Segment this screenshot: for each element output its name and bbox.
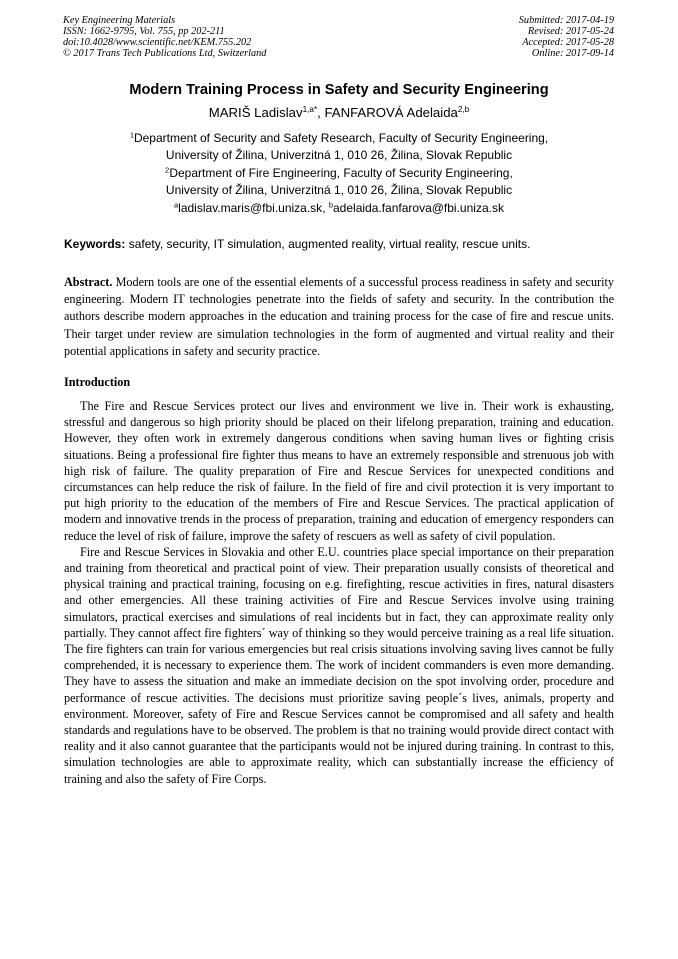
email-a: ladislav.maris@fbi.uniza.sk [178, 201, 323, 215]
affiliation-2 [0, 165, 678, 199]
journal-name: Key Engineering Materials [63, 15, 176, 26]
introduction-body [64, 398, 614, 787]
email-a-sup: a [174, 200, 179, 210]
journal-doi: doi:10.4028/www.scientific.net/KEM.755.202 [63, 37, 252, 48]
author-emails [0, 201, 678, 215]
keywords-text: safety, security, IT simulation, augmented reality, virtual reality, rescue units. [125, 237, 531, 251]
author-2: FANFAROVÁ Adelaida [324, 105, 458, 120]
paragraph: The Fire and Rescue Services protect our lives and environment we live in. Their work is exhausting, stressful and dangerous so high priority should be placed on their lifelong preparation, training and education. However, they often work in extremely dangerous conditions when saving human lives or fighting crisis situations. Being a professional fire fighter thus means to have an extremely responsible and strenuous job with high risk of failure. The quality preparation of Fire and Rescue Services for unexpected conditions and circumstances can help reduce the risk of failure. In the field of fire and civil protection it is very important to put high priority to the education of the members of Fire and Rescue Services. The practical application of modern and innovative trends in the process of preparation, training and education of emergency responders can reduce the level of risk of failure, improve the safety of rescuers as well as safety of civil population. [64, 399, 614, 543]
author-2-sup: 2,b [457, 105, 470, 115]
abstract [64, 274, 614, 360]
affiliation-1-sup: 1 [129, 130, 134, 140]
email-b: adelaida.fanfarova@fbi.uniza.sk [333, 201, 504, 215]
affiliation-1-line1: Department of Security and Safety Research, Faculty of Security Engineering, [133, 131, 549, 145]
abstract-label: Abstract. [64, 275, 113, 289]
section-heading-introduction: Introduction [64, 375, 131, 389]
affiliation-1-line2: University of Žilina, Univerzitná 1, 010 26, Žilina, Slovak Republic [165, 148, 513, 162]
author-1: MARIŠ Ladislav [208, 105, 303, 120]
affiliation-2-line2: University of Žilina, Univerzitná 1, 010 26, Žilina, Slovak Republic [165, 183, 513, 197]
paper-title: Modern Training Process in Safety and Security Engineering [129, 82, 549, 98]
author-separator: , [317, 105, 325, 120]
date-online: Online: 2017-09-14 [531, 48, 614, 59]
author-1-sup: 1,a* [302, 105, 318, 115]
email-separator: , [322, 201, 329, 215]
date-submitted: Submitted: 2017-04-19 [518, 15, 614, 26]
journal-issn: ISSN: 1662-9795, Vol. 755, pp 202-211 [63, 26, 225, 37]
date-accepted: Accepted: 2017-05-28 [522, 37, 614, 48]
authors-line [0, 105, 678, 120]
affiliation-1 [0, 130, 678, 164]
affiliation-2-line1: Department of Fire Engineering, Faculty of Security Engineering, [169, 166, 513, 180]
affiliation-2-sup: 2 [165, 165, 170, 175]
publication-dates [519, 15, 614, 59]
email-b-sup: b [328, 200, 333, 210]
journal-info [63, 15, 266, 59]
date-revised: Revised: 2017-05-24 [527, 26, 614, 37]
paragraph: Fire and Rescue Services in Slovakia and other E.U. countries place special importance on their preparation and training from theoretical and practical point of view. Their preparation usually consists of theoretical and physical training and practical training, focusing on e.g. firefighting, rescue activities in fires, natural disasters and other emergencies. All these training activities of Fire and Rescue Services involve using training simulators, practical exercises and simulations of real incidents but in fact, they can approximate reality only partially. They cannot affect fire fighters´ way of thinking so they would perceive training as a real life situation. The fire fighters can train for various emergencies but real crisis situations involving saving lives cannot be fully comprehended, it is necessary to experience them. The work of incident commanders is even more demanding. They have to assess the situation and make an immediate decision on the spot involving order, procedure and performance of rescue activities. The decisions must prioritize saving people´s lives, animals, property and environment. Moreover, safety of Fire and Rescue Services cannot be compromised and all safety and health standards and regulations have to be observed. The problem is that no training would provide direct contact with reality and it also cannot guarantee that the participants would not be injured during training. In contrast to this, simulation technologies are able to approximate reality, which can substantially increase the efficiency of training and also the safety of Fire Corps. [64, 544, 614, 786]
keywords [64, 237, 616, 251]
keywords-label: Keywords: [64, 237, 126, 251]
abstract-text: Modern tools are one of the essential elements of a successful process readiness in safety and security engineering. Modern IT technologies penetrate into the fields of safety and security. In the contribution the authors describe modern approaches in the education and training process for the case of fire and rescue units. Their target under review are simulation technologies in the form of augmented and virtual reality and their potential applications in safety and security practice. [64, 275, 614, 358]
journal-copyright: © 2017 Trans Tech Publications Ltd, Switzerland [63, 48, 267, 59]
